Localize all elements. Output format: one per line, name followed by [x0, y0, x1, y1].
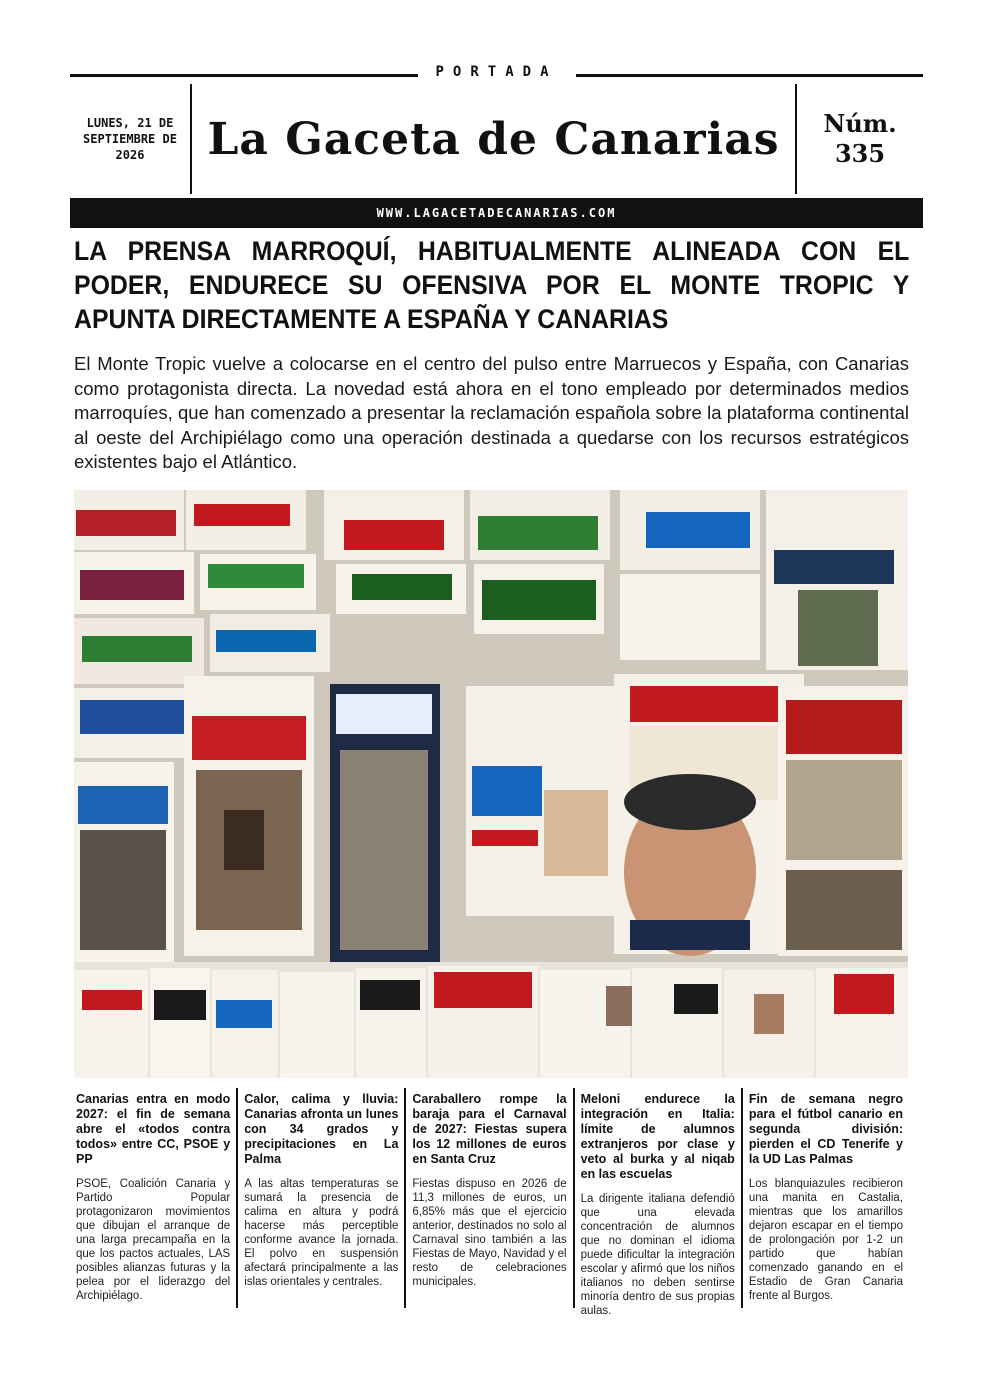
- article-title[interactable]: Meloni endurece la integración en Italia: límite de alumnos extranjeros por clase y veto al burka y al niqab en las escuelas: [580, 1092, 735, 1181]
- news-column: [406, 1088, 574, 1308]
- masthead-title-box: [192, 84, 795, 194]
- issue-box: [795, 84, 923, 194]
- article-summary: Fiestas dispuso en 2026 de 11,3 millones de euros, un 6,85% más que el ejercicio anterior, destinados no solo al Carnaval sino también a las Fiestas de Mayo, Navidad y el resto de celebraciones municipales.: [412, 1178, 567, 1288]
- main-headline[interactable]: LA PRENSA MARROQUÍ, HABITUALMENTE ALINEADA CON EL PODER, ENDURECE SU OFENSIVA POR EL MONTE TROPIC Y APUNTA DIRECTAMENTE A ESPAÑA Y CANARIAS: [74, 236, 910, 334]
- article-summary: PSOE, Coalición Canaria y Partido Popular protagonizaron movimientos que dibujan el arranque de una larga precampaña en la que los pactos actuales, LAS posibles alianzas futuras y la pelea por el liderazgo del Archipiélago.: [76, 1178, 231, 1302]
- top-rule: [70, 66, 923, 82]
- site-url-bar: [70, 198, 923, 228]
- issue-number: 335: [834, 139, 886, 168]
- article-title[interactable]: Canarias entra en modo 2027: el fin de semana abre el «todos contra todos» entre CC, PSOE y PP: [76, 1092, 231, 1166]
- masthead-date: LUNES, 21 DE SEPTIEMBRE DE 2026: [70, 84, 192, 194]
- article-title[interactable]: Calor, calima y lluvia: Canarias afronta un lunes con 34 grados y precipitaciones en La Palma: [244, 1092, 399, 1166]
- hero-image-newspaper-rack: [74, 490, 908, 1078]
- section-label: PORTADA: [417, 64, 575, 80]
- news-column: [238, 1088, 406, 1308]
- news-columns: [70, 1088, 909, 1317]
- article-title[interactable]: Fin de semana negro para el fútbol canario en segunda división: pierden el CD Tenerife y la UD Las Palmas: [748, 1092, 904, 1166]
- article-summary: La dirigente italiana defendió que una elevada concentración de alumnos que no dominan el idioma puede dificultar la integración escolar y afirmó que los niños italianos no deben sentirse minoría dentro de sus propias aulas.: [580, 1193, 735, 1317]
- masthead-title: La Gaceta de Canarias: [207, 113, 780, 165]
- article-summary: A las altas temperaturas se sumará la presencia de calima en altura y podrá hacerse más perceptible conforme avance la jornada. El polvo en suspensión afectará principalmente a las islas orientales y centrales.: [244, 1178, 399, 1288]
- article-summary: Los blanquiazules recibieron una manita en Castalia, mientras que los amarillos dejaron escapar en el tiempo de prolongación por 1-2 un partido que habían comenzado ganando en el Estadio de Gran Canaria frente al Burgos.: [748, 1178, 904, 1302]
- article-title[interactable]: Caraballero rompe la baraja para el Carnaval de 2027: Fiestas supera los 12 millones de euros en Santa Cruz: [412, 1092, 567, 1166]
- news-column: [70, 1088, 238, 1308]
- news-column: [575, 1088, 743, 1317]
- masthead: [70, 84, 923, 194]
- site-url[interactable]: WWW.LAGACETADECANARIAS.COM: [376, 206, 617, 220]
- issue-label: Núm.: [823, 109, 897, 138]
- news-column: [743, 1088, 909, 1308]
- main-lede: El Monte Tropic vuelve a colocarse en el centro del pulso entre Marruecos y España, con Canarias como protagonista directa. La novedad está ahora en el tono empleado por determinados medios marroquíes, que han comenzado a presentar la reclamación española sobre la plataforma continental al oeste del Archipiélago como una operación destinada a quedarse con los recursos estratégicos existentes bajo el Atlántico.: [74, 353, 909, 472]
